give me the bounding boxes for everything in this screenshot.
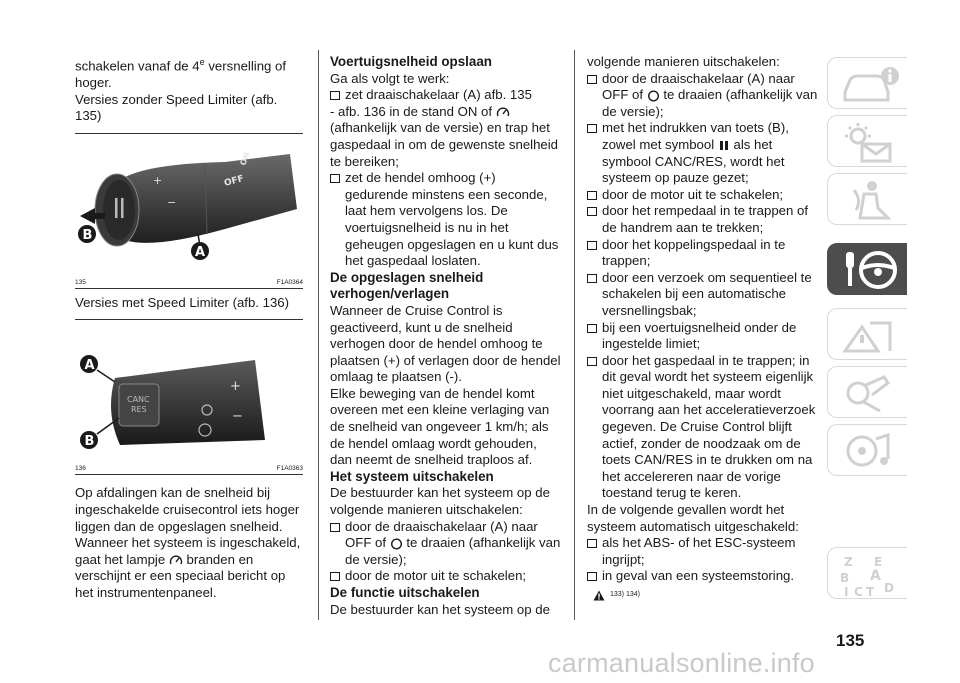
column-1 [75,54,303,602]
alphabet-index-icon [840,552,900,596]
list-item: zet draaischakelaar (A) afb. 135 [330,87,562,104]
cruise-off-icon [647,90,660,102]
tab-maintenance[interactable] [827,366,907,418]
figure-135 [75,133,303,289]
svg-text:+: + [230,379,241,395]
warning-reference: 133) 134) [593,587,819,604]
column-divider [574,50,575,620]
svg-text:B: B [82,227,93,243]
paragraph: De bestuurder kan het systeem op de [330,601,550,617]
svg-text:OFF: OFF [223,173,246,189]
tab-car-info[interactable] [827,57,907,109]
list-item: door het gaspedaal in te trappen; in dit geval wordt het systeem eigenlijk niet uitgeschakeld, maar wordt voorrang aan het acceleratieverzoek gegeven. De Cruise Control blijft actief, zonder de noodzaak om de toets CAN/RES in te drukken om na het accelereren naar de vorige toestand terug te keren. [587,353,819,502]
svg-text:I: I [844,585,849,596]
road-warning-icon [840,313,900,357]
paragraph: Versies zonder Speed Limiter (afb. 135) [75,91,278,124]
list-item: door een verzoek om sequentieel te schakelen bij een automatische versnellingsbak; [587,270,819,320]
paragraph: schakelen vanaf de 4e versnelling of hoger. [75,57,287,90]
svg-text:+: + [153,173,163,187]
key-steering-wheel-icon [840,248,900,292]
paragraph: Ga als volgt te werk: [330,70,450,86]
list-item: als het ABS- of het ESC-systeem ingrijpt; [587,535,819,568]
list-item: met het indrukken van toets (B), zowel met symbool als het symbool CANC/RES, wordt het systeem op pauze gezet; [587,120,819,186]
svg-text:B: B [840,571,850,585]
warning-lights-icon [840,120,900,164]
paragraph: - afb. 136 in de stand ON of (afhankelijk van de versie) en trap het gaspedaal in om de gewenste snelheid te bereiken; [330,103,559,169]
list-item: door de draaischakelaar (A) naar OFF of te draaien (afhankelijk van de versie); [330,519,562,569]
list-item: door de draaischakelaar (A) naar OFF of te draaien (afhankelijk van de versie); [587,71,819,121]
stalk-without-speed-limiter-illustration [75,134,303,278]
svg-text:A: A [84,358,95,374]
svg-text:−: − [232,409,243,425]
figure-caption: 136 F1A0363 [75,464,303,475]
tab-index[interactable] [827,547,907,599]
svg-text:D: D [884,581,894,595]
list-item: door de motor uit te schakelen; [330,568,562,585]
paragraph: Wanneer het systeem is ingeschakeld, [75,535,301,551]
figure-136 [75,319,303,475]
stalk-with-speed-limiter-illustration [75,320,303,464]
svg-text:A: A [195,244,206,260]
multimedia-icon [840,429,900,473]
paragraph: Wanneer de Cruise Control is geactiveerd, kunt u de snelheid verhogen door de hendel omhoog te plaatsen (+) of verlagen door de hendel omlaag te plaatsen (-). [330,302,561,385]
list-item: door de motor uit te schakelen; [587,187,819,204]
column-2 [330,54,562,618]
paragraph: De bestuurder kan het systeem op de volgende manieren uitschakelen: [330,485,550,518]
tab-warning-lights[interactable] [827,115,907,167]
cruise-control-icon [496,106,510,118]
paragraph: In de volgende gevallen wordt het systeem automatisch uitgeschakeld: [587,502,799,534]
tab-emergency[interactable] [827,308,907,360]
list-item: door het koppelingspedaal in te trappen; [587,237,819,270]
list-item: bij een voertuigsnelheid onder de ingestelde limiet; [587,320,819,353]
page-number: 135 [836,631,865,650]
svg-text:CANC: CANC [127,395,150,405]
section-heading: De opgeslagen snelheid verhogen/verlagen [330,269,484,302]
figure-caption: 135 F1A0364 [75,278,303,289]
cruise-off-icon [390,538,403,550]
pause-icon [718,140,730,151]
list-item: in geval van een systeemstoring. [587,568,819,585]
section-heading: Het systeem uitschakelen [330,468,494,484]
paragraph: Elke beweging van de hendel komt overeen met een kleine verlaging van de snelheid van ongeveer 1 km/h; als de hendel omlaag wordt gehouden, dan neemt de snelheid traploos af. [330,385,550,468]
section-heading: Voertuigsnelheid opslaan [330,54,492,69]
list-item: door het rempedaal in te trappen of de handrem aan te trekken; [587,203,819,236]
section-heading: De functie uitschakelen [330,585,480,600]
car-info-icon [840,62,900,106]
paragraph: Versies met Speed Limiter (afb. 136) [75,294,290,310]
svg-text:C: C [854,585,863,596]
svg-text:RES: RES [131,405,147,415]
tab-safety[interactable] [827,173,907,225]
seat-airbag-icon [840,178,900,222]
paragraph: volgende manieren uitschakelen: [587,54,780,69]
svg-text:B: B [84,434,95,450]
column-divider [318,50,319,620]
svg-text:ON: ON [238,150,252,167]
tab-starting-driving[interactable] [827,243,907,295]
column-3 [587,54,819,604]
svg-text:−: − [167,195,177,209]
warning-triangle-icon [593,590,605,601]
paragraph: Op afdalingen kan de snelheid bij ingeschakelde cruisecontrol iets hoger liggen dan de opgeslagen snelheid. [75,485,300,534]
svg-text:A: A [870,568,881,584]
svg-text:E: E [874,555,883,569]
paragraph: gaat het lampje branden en verschijnt er een speciaal bericht op het instrumentenpaneel. [75,551,286,600]
svg-text:Z: Z [844,555,853,569]
cruise-control-icon [169,554,183,566]
svg-text:T: T [866,585,875,596]
tab-technical-data[interactable] [827,424,907,476]
service-tools-icon [840,371,900,415]
list-item: zet de hendel omhoog (+) gedurende minstens een seconde, laat hem vervolgens los. De voertuigsnelheid is nu in het geheugen opgeslagen en u kunt dus het gaspedaal loslaten. [330,170,562,270]
watermark: carmanualsonline.info [548,648,815,678]
